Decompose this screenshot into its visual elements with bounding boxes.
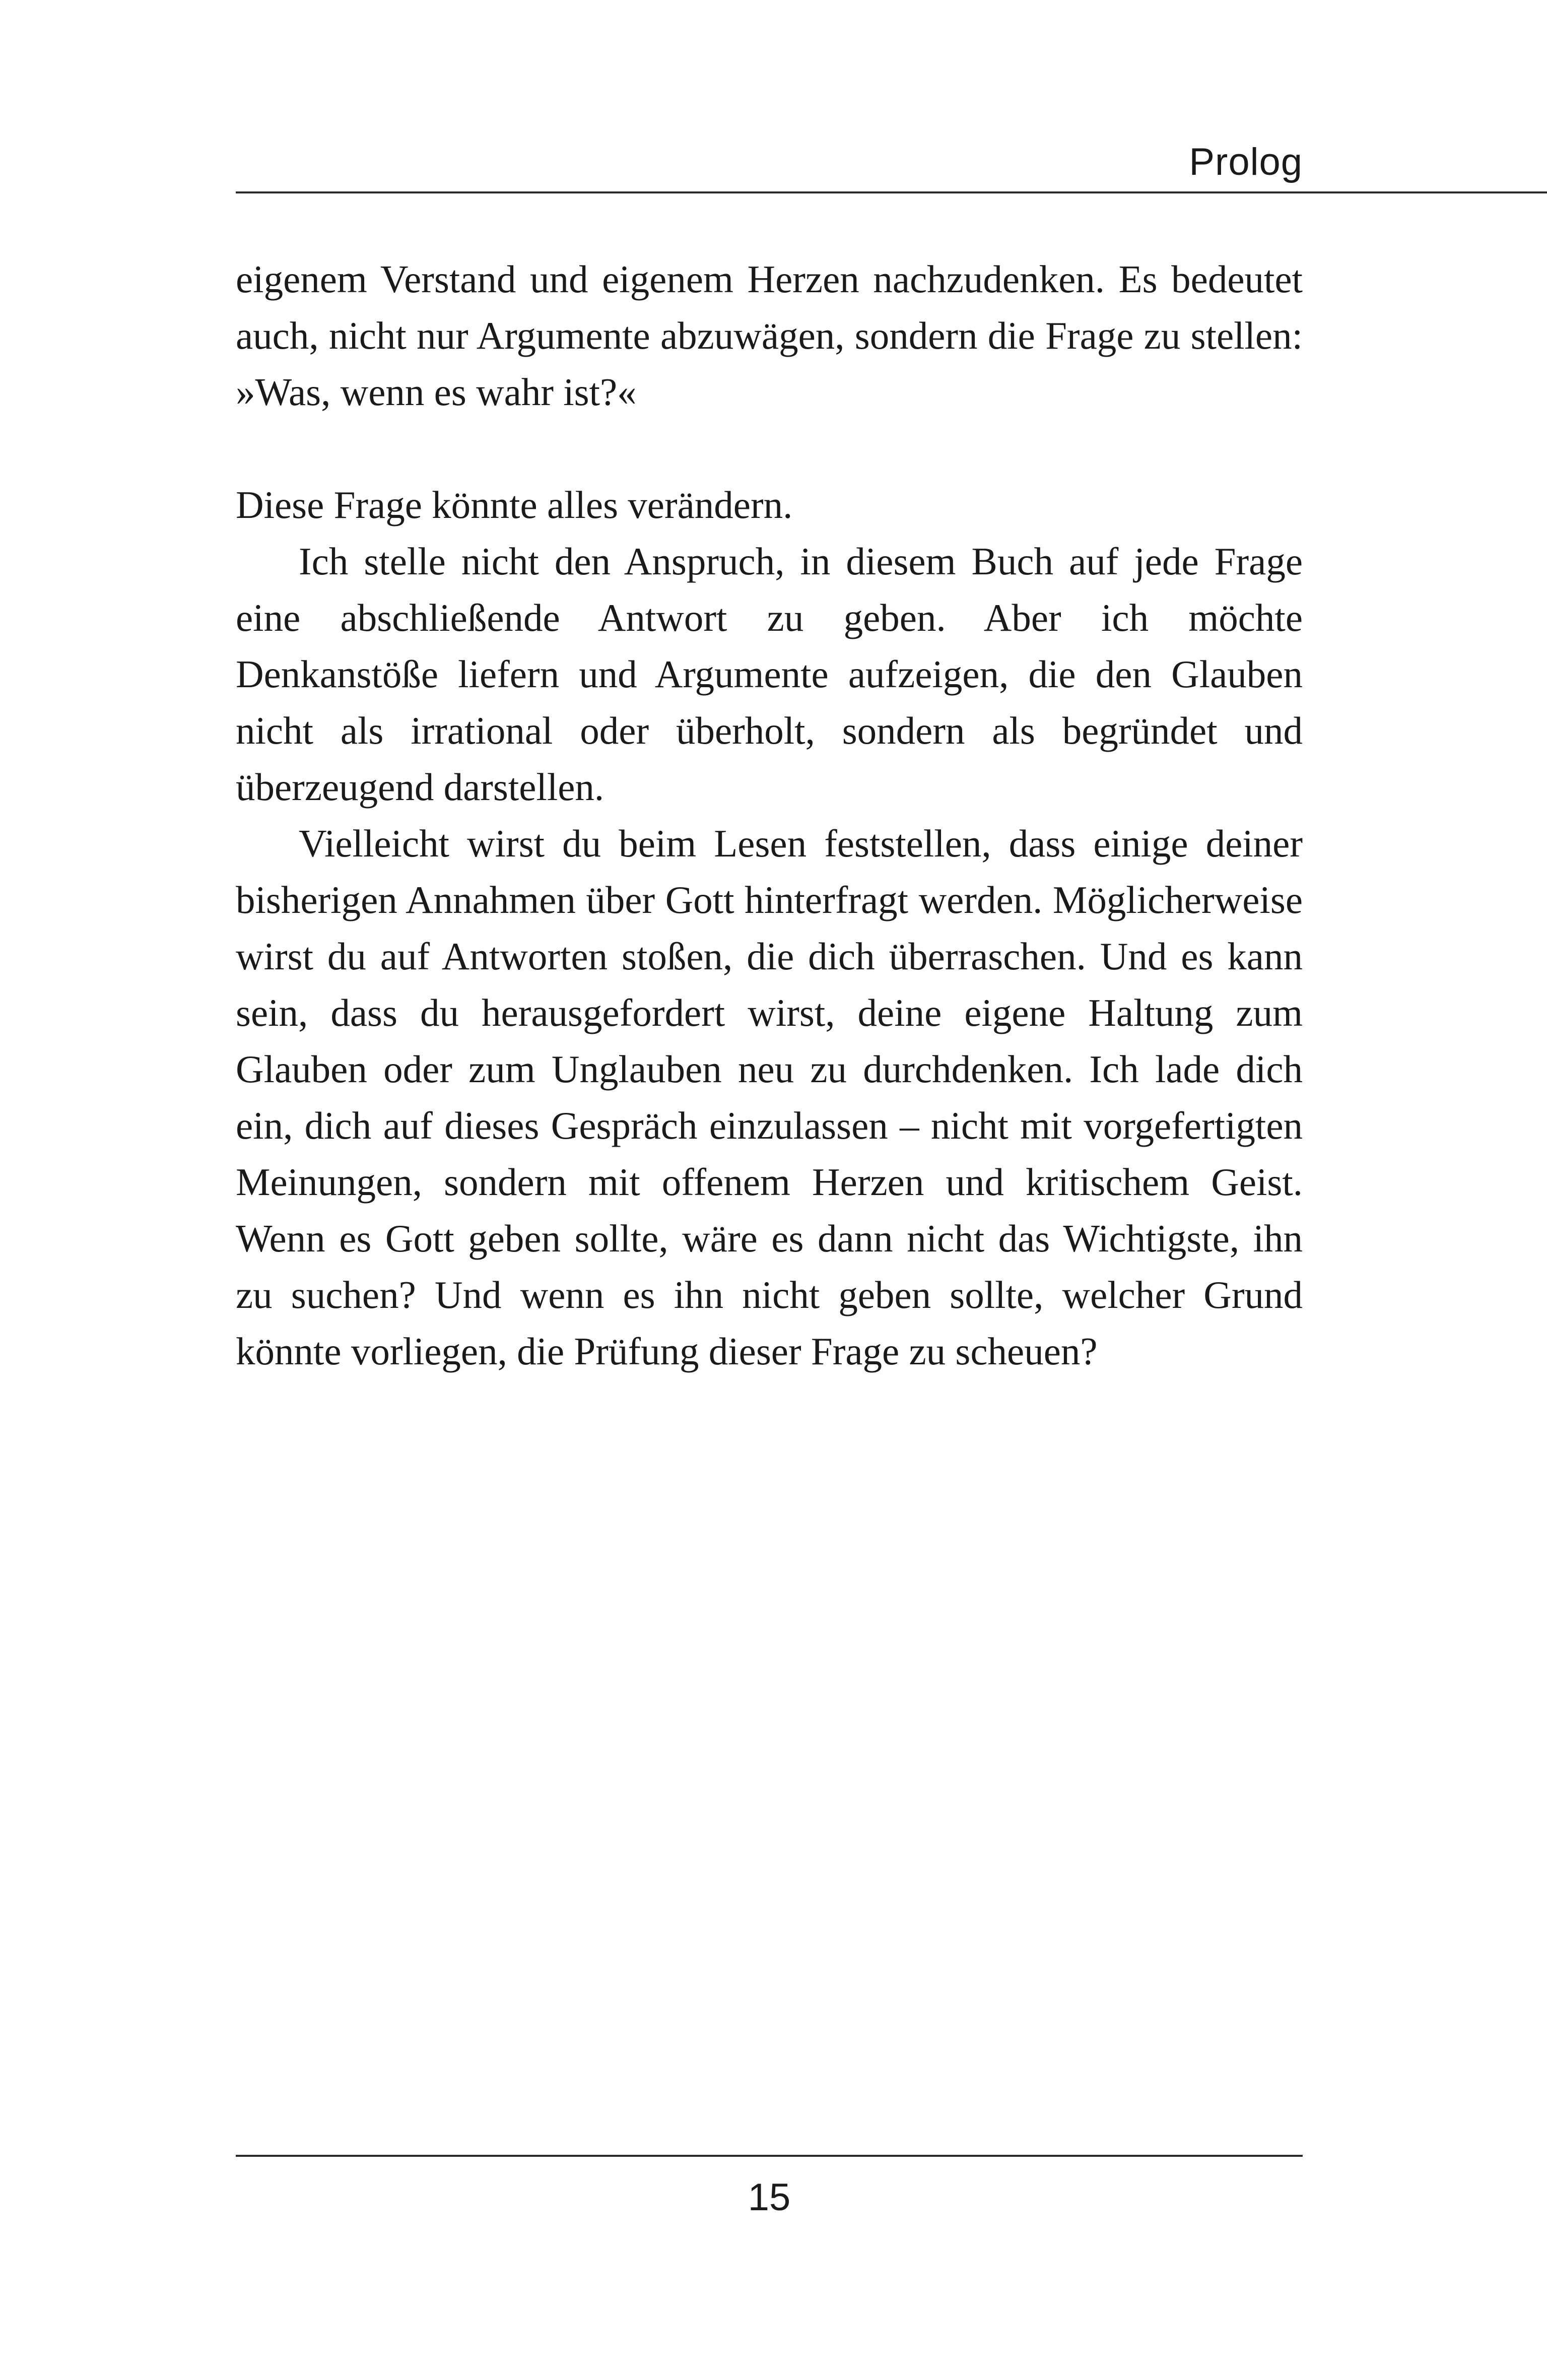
paragraph: Vielleicht wirst du beim Lesen feststellen, dass einige deiner bisherigen Annahmen über Gott hinterfragt werden. Möglicherweise wirst du auf Antworten stoßen, die dich überraschen. Und es kann sein, dass du herausgefordert wirst, deine eigene Haltung zum Glauben oder zum Unglauben neu zu durchdenken. Ich lade dich ein, dich auf dieses Gespräch einzulassen – nicht mit vorgefertigten Meinungen, sondern mit offenem Herzen und kritischem Geist. Wenn es Gott geben sollte, wäre es dann nicht das Wichtigste, ihn zu suchen? Und wenn es ihn nicht geben sollte, welcher Grund könnte vorliegen, die Prüfung dieser Frage zu scheuen? [236, 822, 1303, 1373]
page-number: 15 [748, 2176, 791, 2219]
running-header-title: Prolog [1189, 141, 1303, 183]
paragraph-after-break: Diese Frage könnte alles verändern. [236, 483, 793, 526]
paragraph-continuation: eigenem Verstand und eigenem Herzen nachzudenken. Es bedeutet auch, nicht nur Argumente abzuwägen, sondern die Frage zu stellen: »Was, wenn es wahr ist?« [236, 257, 1303, 414]
paragraph: Ich stelle nicht den Anspruch, in diesem Buch auf jede Frage eine abschließende Antwort zu geben. Aber ich möchte Denkanstöße liefern und Argumente aufzeigen, die den Glauben nicht als irrational oder überholt, sondern als begründet und überzeugend darstellen. [236, 540, 1303, 809]
header-rule [236, 191, 1547, 193]
body-text [236, 251, 1303, 1379]
footer-rule [236, 2155, 1303, 2157]
